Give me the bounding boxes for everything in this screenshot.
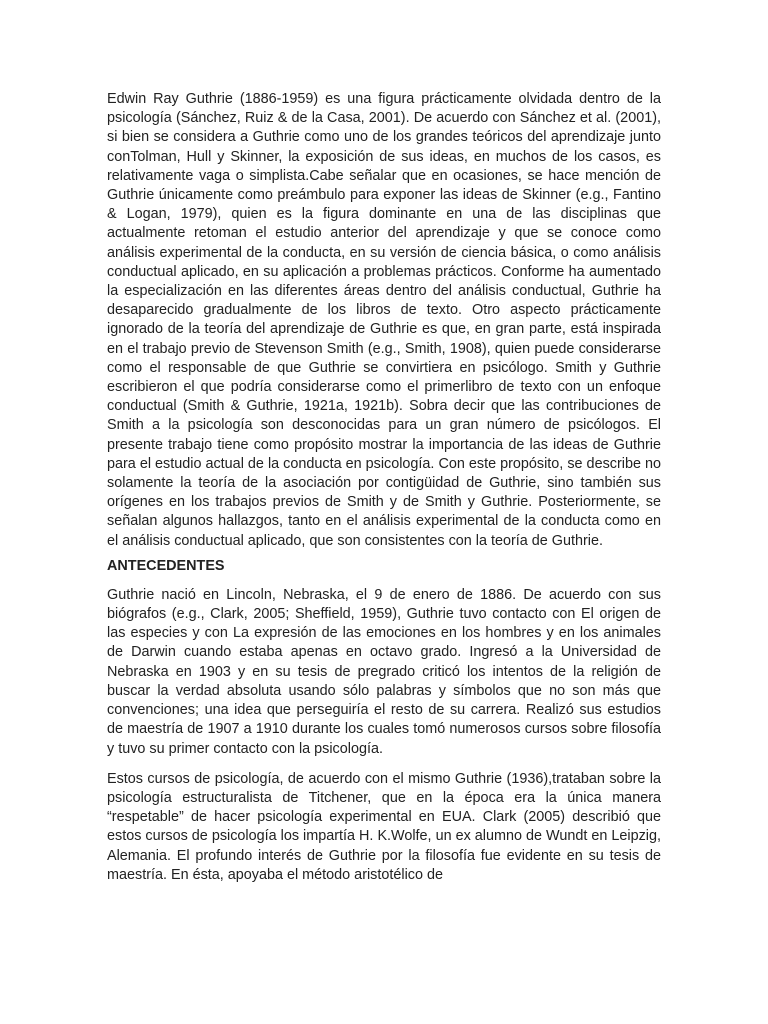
paragraph-biography: Guthrie nació en Lincoln, Nebraska, el 9 de enero de 1886. De acuerdo con sus biógrafos (e.g., Clark, 2005; Sheffield, 1959), Guthrie tuvo contacto con El origen de las especies y con La expresión de las emociones en los hombres y en los animales de Darwin cuando estaba apenas en octavo grado. Ingresó a la Universidad de Nebraska en 1903 y en su tesis de pregrado criticó los intentos de la religión de buscar la verdad absoluta usando sólo palabras y símbolos que no son más que convenciones; una idea que perseguiría el resto de su carrera. Realizó sus estudios de maestría de 1907 a 1910 durante los cuales tomó numerosos cursos sobre filosofía y tuvo su primer contacto con la psicología. — [107, 586, 661, 757]
paragraph-psychology-courses: Estos cursos de psicología, de acuerdo con el mismo Guthrie (1936),trataban sobre la psicología estructuralista de Titchener, que en la época era la única manera “respetable” de hacer psicología experimental en EUA. Clark (2005) describió que estos cursos de psicología los impartía H. K.Wolfe, un ex alumno de Wundt en Leipzig, Alemania. El profundo interés de Guthrie por la filosofía fue evidente en su tesis de maestría. En ésta, apoyaba el método aristotélico de — [107, 770, 661, 883]
document-body — [107, 90, 661, 885]
section-heading-antecedentes: ANTECEDENTES — [107, 557, 225, 574]
intro-paragraph: Edwin Ray Guthrie (1886-1959) es una figura prácticamente olvidada dentro de la psicología (Sánchez, Ruiz & de la Casa, 2001). De acuerdo con Sánchez et al. (2001), si bien se considera a Guthrie como uno de los grandes teóricos del aprendizaje junto conTolman, Hull y Skinner, la exposición de sus ideas, en muchos de los casos, es relativamente vaga o simplista.Cabe señalar que en ocasiones, se hace mención de Guthrie únicamente como preámbulo para exponer las ideas de Skinner (e.g., Fantino & Logan, 1979), quien es la figura dominante en una de las disciplinas que actualmente retoman el estudio anterior del aprendizaje y que se conoce como análisis experimental de la conducta, en su versión de ciencia básica, o como análisis conductual aplicado, en su aplicación a problemas prácticos. Conforme ha aumentado la especialización en las diferentes áreas dentro del análisis conductual, Guthrie ha desaparecido gradualmente de los libros de texto. Otro aspecto prácticamente ignorado de la teoría del aprendizaje de Guthrie es que, en gran parte, está inspirada en el trabajo previo de Stevenson Smith (e.g., Smith, 1908), quien puede considerarse como el responsable de que Guthrie se convirtiera en psicólogo. Smith y Guthrie escribieron el que podría considerarse como el primerlibro de texto con un enfoque conductual (Smith & Guthrie, 1921a, 1921b). Sobra decir que las contribuciones de Smith a la psicología son desconocidas para un gran número de psicólogos. El presente trabajo tiene como propósito mostrar la importancia de las ideas de Guthrie para el estudio actual de la conducta en psicología. Con este propósito, se describe no solamente la teoría de la asociación por contigüidad de Guthrie, sino también sus orígenes en los trabajos previos de Smith y de Smith y Guthrie. Posteriormente, se señalan algunos hallazgos, tanto en el análisis experimental de la conducta como en el análisis conductual aplicado, que son consistentes con la teoría de Guthrie. — [107, 91, 661, 549]
